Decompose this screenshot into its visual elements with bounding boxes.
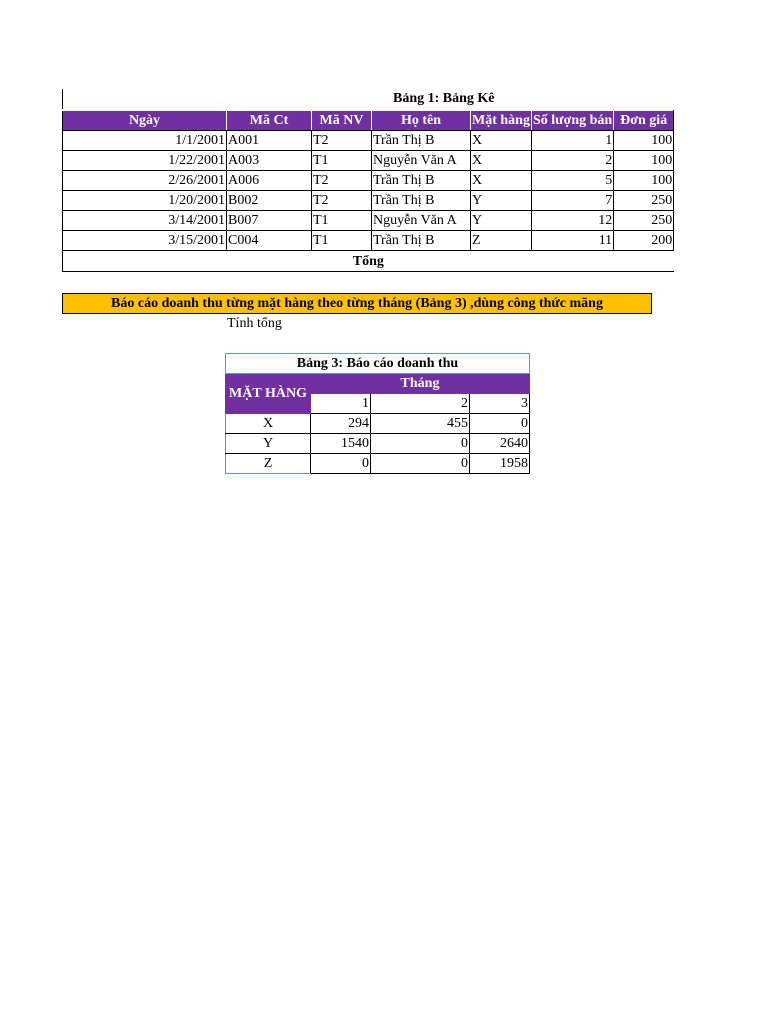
cell-ngay[interactable]: 1/1/2001 xyxy=(63,131,227,151)
cell-don-gia[interactable]: 250 xyxy=(614,211,674,231)
revenue-cell[interactable]: 455 xyxy=(371,414,470,434)
header-mat-hang: Mặt hàng xyxy=(471,111,532,131)
cell-ngay[interactable]: 2/26/2001 xyxy=(63,171,227,191)
revenue-cell[interactable]: 1540 xyxy=(311,434,371,454)
table-row xyxy=(63,191,674,211)
revenue-cell[interactable]: 0 xyxy=(371,434,470,454)
revenue-cell[interactable]: 294 xyxy=(311,414,371,434)
header-so-luong: Số lượng bán xyxy=(532,111,614,131)
table-row xyxy=(63,151,674,171)
cell-ngay[interactable]: 3/14/2001 xyxy=(63,211,227,231)
table1-left-border xyxy=(62,89,63,109)
table-row xyxy=(63,171,674,191)
cell-mat-hang[interactable]: Y xyxy=(471,211,532,231)
cell-ma-ct[interactable]: A001 xyxy=(227,131,312,151)
month-cell[interactable]: 2 xyxy=(371,394,470,414)
cell-ma-nv[interactable]: T2 xyxy=(312,191,372,211)
table1-title: Bảng 1: Bảng Kê xyxy=(393,91,495,106)
cell-mat-hang[interactable]: X xyxy=(471,131,532,151)
table1-total-row xyxy=(63,251,674,272)
cell-ma-nv[interactable]: T1 xyxy=(312,231,372,251)
table1-bang-ke xyxy=(62,110,674,272)
cell-don-gia[interactable]: 100 xyxy=(614,131,674,151)
cell-mat-hang[interactable]: Y xyxy=(471,191,532,211)
cell-ho-ten[interactable]: Nguyễn Văn A xyxy=(372,151,471,171)
cell-so-luong[interactable]: 1 xyxy=(532,131,614,151)
cell-ma-nv[interactable]: T1 xyxy=(312,151,372,171)
cell-ma-nv[interactable]: T2 xyxy=(312,131,372,151)
cell-mat-hang[interactable]: Z xyxy=(471,231,532,251)
table3-title-row xyxy=(226,354,530,374)
month-cell[interactable]: 3 xyxy=(470,394,530,414)
header-ho-ten: Họ tên xyxy=(372,111,471,131)
table1-header-row xyxy=(63,111,674,131)
table-row xyxy=(63,211,674,231)
table-row xyxy=(63,131,674,151)
cell-don-gia[interactable]: 250 xyxy=(614,191,674,211)
cell-ma-ct[interactable]: A006 xyxy=(227,171,312,191)
month-cell[interactable]: 1 xyxy=(311,394,371,414)
cell-ma-nv[interactable]: T2 xyxy=(312,171,372,191)
table-row xyxy=(226,434,530,454)
item-cell[interactable]: Y xyxy=(226,434,311,454)
header-ma-nv: Mã NV xyxy=(312,111,372,131)
revenue-cell[interactable]: 2640 xyxy=(470,434,530,454)
table3-header-row xyxy=(226,374,530,394)
table-row xyxy=(63,231,674,251)
cell-don-gia[interactable]: 100 xyxy=(614,151,674,171)
cell-mat-hang[interactable]: X xyxy=(471,151,532,171)
cell-don-gia[interactable]: 200 xyxy=(614,231,674,251)
revenue-cell[interactable]: 0 xyxy=(311,454,371,474)
cell-ma-nv[interactable]: T1 xyxy=(312,211,372,231)
header-thang[interactable]: Tháng xyxy=(311,374,530,394)
table-row xyxy=(226,414,530,434)
item-cell[interactable]: Z xyxy=(226,454,311,474)
cell-ho-ten[interactable]: Trần Thị B xyxy=(372,131,471,151)
cell-ho-ten[interactable]: Trần Thị B xyxy=(372,171,471,191)
cell-ngay[interactable]: 1/22/2001 xyxy=(63,151,227,171)
item-cell[interactable]: X xyxy=(226,414,311,434)
cell-ma-ct[interactable]: C004 xyxy=(227,231,312,251)
table3-revenue-report xyxy=(225,353,530,474)
cell-don-gia[interactable]: 100 xyxy=(614,171,674,191)
cell-so-luong[interactable]: 7 xyxy=(532,191,614,211)
cell-ma-ct[interactable]: B007 xyxy=(227,211,312,231)
cell-ngay[interactable]: 3/15/2001 xyxy=(63,231,227,251)
cell-mat-hang[interactable]: X xyxy=(471,171,532,191)
total-label[interactable]: Tổng xyxy=(63,251,674,272)
table-row xyxy=(226,454,530,474)
note-text[interactable]: Tính tổng xyxy=(227,316,282,331)
cell-ho-ten[interactable]: Trần Thị B xyxy=(372,231,471,251)
header-ma-ct: Mã Ct xyxy=(227,111,312,131)
revenue-cell[interactable]: 1958 xyxy=(470,454,530,474)
header-mat-hang-t3[interactable]: MẶT HÀNG xyxy=(226,374,311,414)
cell-so-luong[interactable]: 12 xyxy=(532,211,614,231)
revenue-cell[interactable]: 0 xyxy=(470,414,530,434)
revenue-cell[interactable]: 0 xyxy=(371,454,470,474)
cell-ma-ct[interactable]: B002 xyxy=(227,191,312,211)
cell-so-luong[interactable]: 11 xyxy=(532,231,614,251)
header-ngay: Ngày xyxy=(63,111,227,131)
header-don-gia: Đơn giá xyxy=(614,111,674,131)
table3-title[interactable]: Bảng 3: Báo cáo doanh thu xyxy=(226,354,530,374)
cell-ho-ten[interactable]: Trần Thị B xyxy=(372,191,471,211)
cell-so-luong[interactable]: 5 xyxy=(532,171,614,191)
report-banner[interactable]: Báo cáo doanh thu từng mặt hàng theo từng tháng (Bảng 3) ,dùng công thức mãng xyxy=(62,293,652,314)
cell-ngay[interactable]: 1/20/2001 xyxy=(63,191,227,211)
cell-ho-ten[interactable]: Nguyễn Văn A xyxy=(372,211,471,231)
cell-ma-ct[interactable]: A003 xyxy=(227,151,312,171)
cell-so-luong[interactable]: 2 xyxy=(532,151,614,171)
